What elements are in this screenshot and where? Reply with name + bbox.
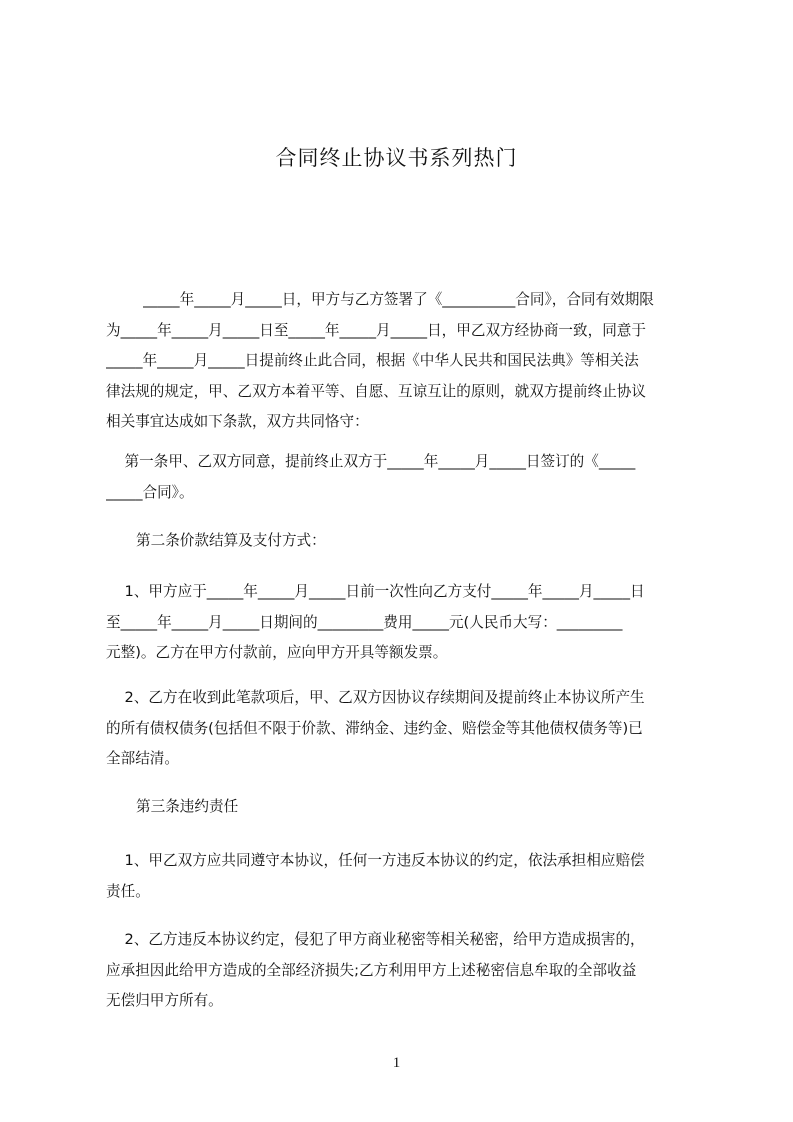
paragraph-line: 至_____年_____月_____日期间的_________费用_____元(人民币大写：_________	[106, 613, 623, 631]
article-2-heading: 第二条价款结算及支付方式：	[136, 532, 326, 549]
paragraph-line: _____年_____月_____日，甲方与乙方签署了《__________合同》，合同有效期限	[106, 291, 654, 308]
article-3-heading: 第三条违约责任	[136, 798, 239, 815]
paragraph-line: _____年_____月_____日提前终止此合同，根据《中华人民共和国民法典》等相关法	[106, 352, 639, 369]
paragraph-line: 元整)。乙方在甲方付款前，应向甲方开具等额发票。	[106, 644, 448, 661]
paragraph-line: 的所有债权债务(包括但不限于价款、滞纳金、违约金、赔偿金等其他债权债务等)已	[106, 719, 643, 737]
paragraph-line: 2、乙方在收到此笔款项后，甲、乙双方因协议存续期间及提前终止本协议所产生	[106, 689, 645, 706]
article-2-item-1	[106, 577, 710, 669]
article-3-item-1	[106, 846, 710, 907]
page-number: 1	[392, 1055, 401, 1071]
paragraph-line: 无偿归甲方所有。	[106, 992, 223, 1009]
paragraph-line: _____合同》。	[106, 483, 194, 501]
paragraph-line: 2、乙方违反本协议约定，侵犯了甲方商业秘密等相关秘密，给甲方造成损害的，	[106, 931, 645, 948]
paragraph-line: 责任。	[106, 882, 150, 900]
paragraph-line: 1、甲方应于_____年_____月_____日前一次性向乙方支付_____年_____月_____日	[106, 583, 645, 600]
paragraph-line: 1、甲乙双方应共同遵守本协议，任何一方违反本协议的约定，依法承担相应赔偿	[106, 852, 645, 869]
article-3-item-2	[106, 925, 710, 1017]
paragraph-line: 为_____年_____月_____日至_____年_____月_____日，甲乙双方经协商一致，同意于	[106, 321, 646, 339]
article-1-paragraph	[106, 447, 710, 508]
paragraph-line: 应承担因此给甲方造成的全部经济损失;乙方利用甲方上述秘密信息牟取的全部收益	[106, 961, 637, 979]
article-2-item-2	[106, 683, 710, 775]
intro-paragraph	[106, 285, 710, 438]
paragraph-line: 律法规的规定，甲、乙双方本着平等、自愿、互谅互让的原则，就双方提前终止协议	[106, 382, 646, 400]
paragraph-line: 第一条甲、乙双方同意，提前终止双方于_____年_____月_____日签订的《_____	[106, 453, 636, 470]
paragraph-line: 全部结清。	[106, 750, 179, 767]
paragraph-line: 相关事宜达成如下条款，双方共同恪守：	[106, 413, 369, 430]
document-title: 合同终止协议书系列热门	[275, 146, 518, 170]
